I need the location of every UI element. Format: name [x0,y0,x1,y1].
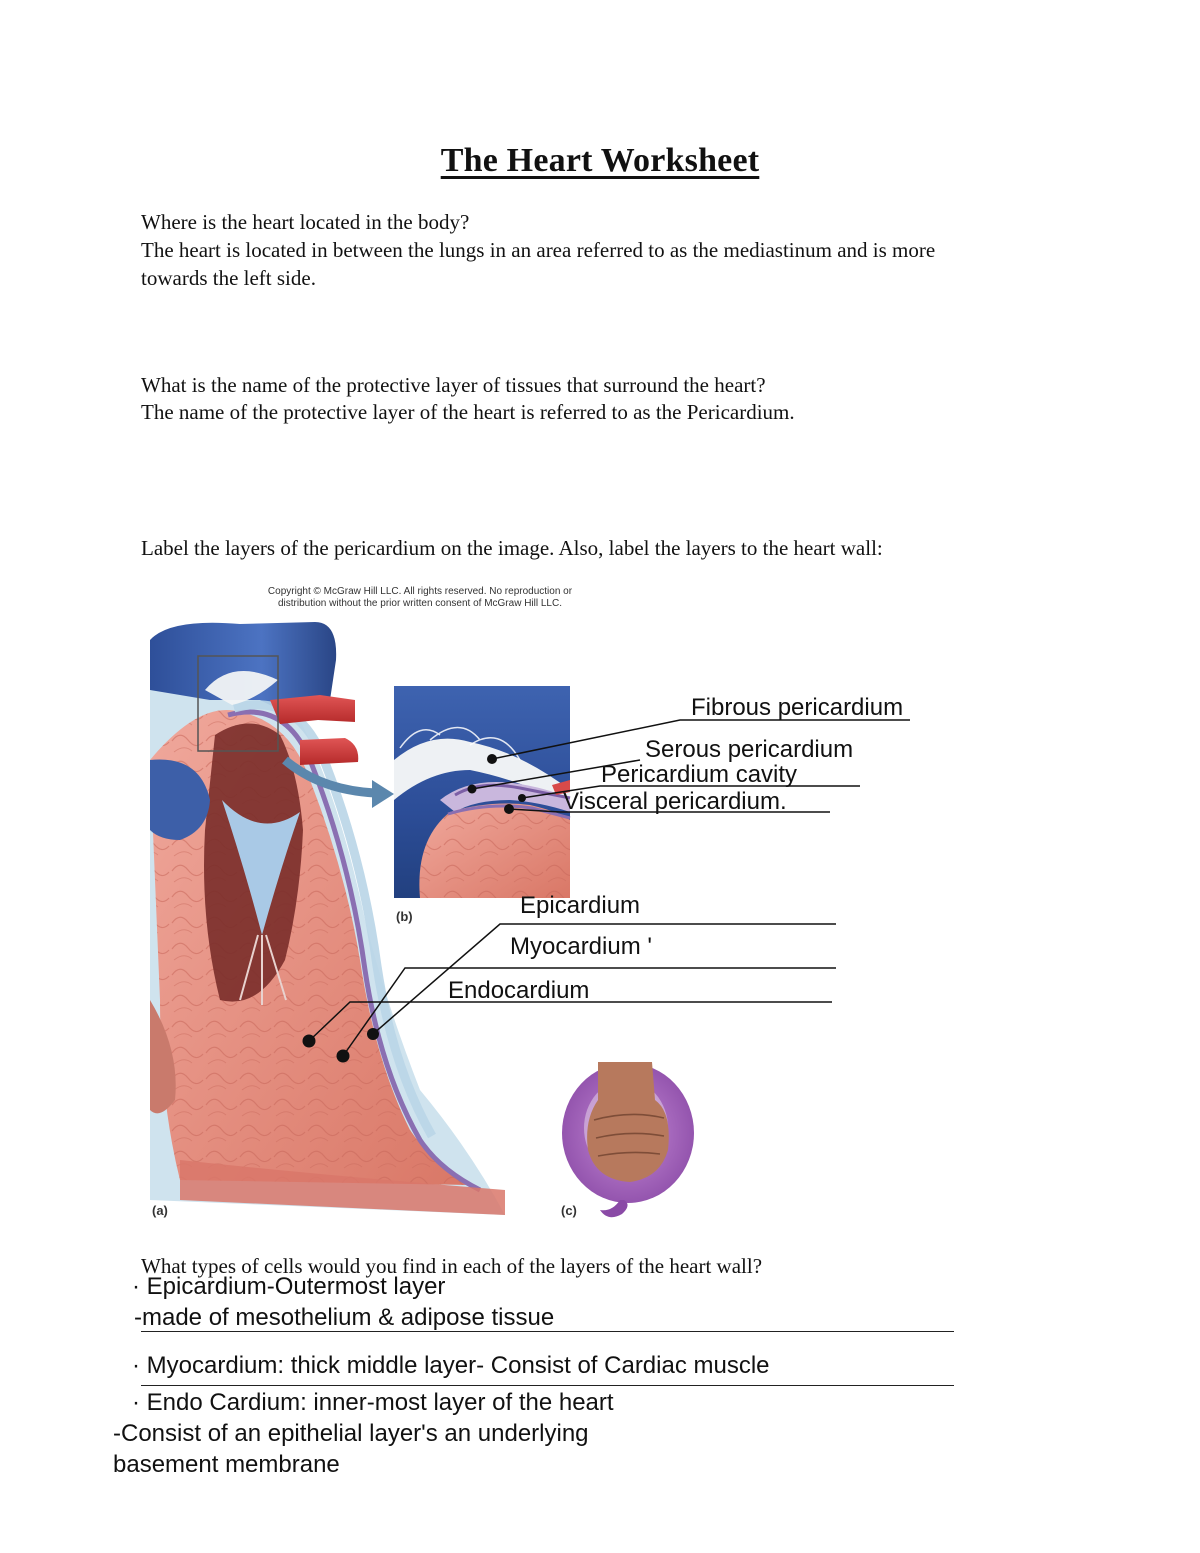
label-fibrous-pericardium: Fibrous pericardium [691,694,904,721]
panel-c-fist-balloon [562,1062,694,1217]
panel-b-label: (b) [396,909,413,924]
page-title: The Heart Worksheet [440,142,760,179]
answer-rule-1 [141,1331,954,1332]
copyright-line-1: Copyright © McGraw Hill LLC. All rights reserved. No reproduction or [267,586,573,597]
label-pericardium-cavity: Pericardium cavity [601,761,798,788]
label-visceral-pericardium: Visceral pericardium. [563,788,787,815]
answer-rule-2 [141,1385,954,1386]
label-serous-pericardium: Serous pericardium [645,736,854,763]
answer-heart-location-line1: The heart is located in between the lungs in an area referred to as the mediastinum and is more [141,238,936,262]
label-epicardium: Epicardium [520,892,641,919]
panel-c-label: (c) [561,1203,577,1218]
answer-heart-location-line2: towards the left side. [141,266,316,290]
label-instruction: Label the layers of the pericardium on the image. Also, label the layers to the heart wall: [141,536,883,560]
panel-b-pericardium-inset [394,686,570,898]
answer-epicardium-line2: -made of mesothelium & adipose tissue [134,1304,555,1331]
answer-protective-layer: The name of the protective layer of the heart is referred to as the Pericardium. [141,400,795,424]
question-heart-location: Where is the heart located in the body? [141,210,470,234]
copyright-line-2: distribution without the prior written consent of McGraw Hill LLC. [277,598,562,609]
answer-epicardium-line1: · Epicardium-Outermost layer [132,1273,446,1300]
answer-endocardium-line2: -Consist of an epithelial layer's an underlying [113,1420,589,1447]
label-endocardium: Endocardium [448,977,590,1004]
answer-endocardium-line3: basement membrane [113,1451,340,1478]
label-myocardium: Myocardium ' [510,933,652,960]
answer-endocardium-line1: · Endo Cardium: inner-most layer of the heart [132,1389,614,1416]
answer-myocardium: · Myocardium: thick middle layer- Consist of Cardiac muscle [132,1352,770,1379]
panel-a-label: (a) [152,1203,168,1218]
question-protective-layer: What is the name of the protective layer of tissues that surround the heart? [141,373,766,397]
question-cell-types: What types of cells would you find in each of the layers of the heart wall? [141,1254,763,1278]
